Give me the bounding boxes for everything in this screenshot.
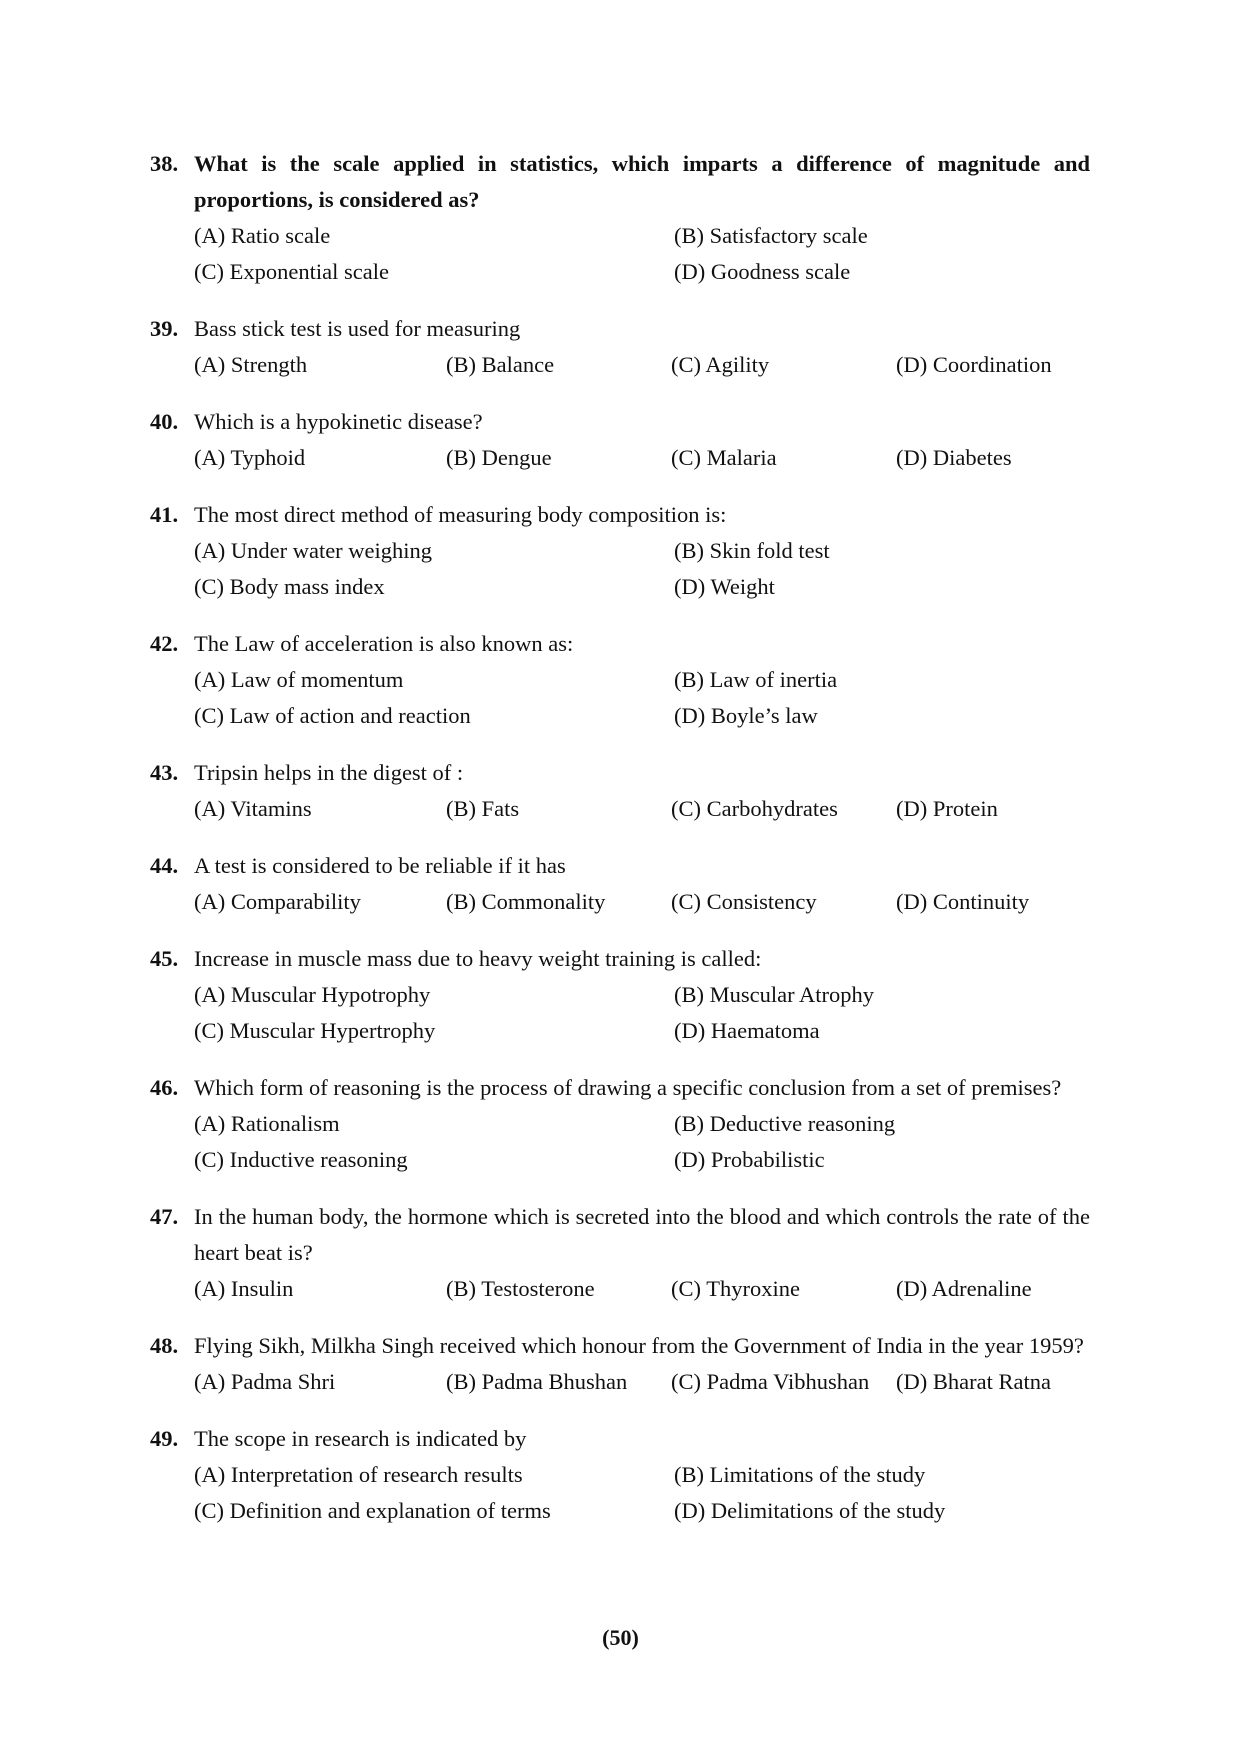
question-stem [150, 404, 1090, 440]
question-stem [150, 626, 1090, 662]
question-item [150, 1328, 1090, 1400]
question-text: The most direct method of measuring body composition is: [194, 502, 727, 527]
answer-option: (C) Definition and explanation of terms [194, 1498, 551, 1523]
question-stem [150, 1328, 1090, 1364]
answer-option: (D) Coordination [896, 352, 1052, 377]
answer-option: (D) Goodness scale [674, 259, 851, 284]
answer-option: (B) Commonality [446, 889, 606, 914]
answer-option: (A) Vitamins [194, 796, 312, 821]
answer-option: (D) Haematoma [674, 1018, 820, 1043]
answer-option: (A) Interpretation of research results [194, 1462, 523, 1487]
question-stem [150, 941, 1090, 977]
answer-option: (B) Padma Bhushan [446, 1369, 628, 1394]
answer-options [150, 1271, 1090, 1307]
answer-option: (A) Padma Shri [194, 1369, 336, 1394]
answer-option: (B) Skin fold test [674, 538, 830, 563]
answer-option: (B) Law of inertia [674, 667, 838, 692]
answer-option: (C) Padma Vibhushan [671, 1369, 870, 1394]
answer-option: (D) Weight [674, 574, 775, 599]
question-stem [150, 755, 1090, 791]
answer-option: (C) Body mass index [194, 574, 385, 599]
question-item [150, 755, 1090, 827]
question-text: A test is considered to be reliable if it has [194, 853, 566, 878]
answer-option: (A) Comparability [194, 889, 361, 914]
question-list [150, 146, 1090, 1550]
question-item [150, 1421, 1090, 1529]
answer-options [150, 1364, 1090, 1400]
answer-option: (C) Carbohydrates [671, 796, 838, 821]
question-stem [150, 848, 1090, 884]
question-number: 43. [150, 760, 179, 785]
answer-option: (A) Rationalism [194, 1111, 340, 1136]
answer-option: (A) Ratio scale [194, 223, 331, 248]
question-text: Increase in muscle mass due to heavy weight training is called: [194, 946, 762, 971]
question-number: 45. [150, 946, 179, 971]
answer-options [150, 440, 1090, 476]
answer-option: (A) Under water weighing [194, 538, 433, 563]
answer-option: (A) Law of momentum [194, 667, 404, 692]
question-item [150, 146, 1090, 290]
answer-option: (D) Continuity [896, 889, 1030, 914]
answer-options [150, 1106, 1090, 1178]
question-text: The scope in research is indicated by [194, 1426, 527, 1451]
answer-option: (A) Insulin [194, 1276, 294, 1301]
answer-option: (B) Testosterone [446, 1276, 595, 1301]
answer-option: (C) Malaria [671, 445, 777, 470]
question-stem [150, 497, 1090, 533]
question-text: Which is a hypokinetic disease? [194, 409, 483, 434]
question-number: 42. [150, 631, 179, 656]
answer-option: (D) Adrenaline [896, 1276, 1032, 1301]
answer-option: (B) Fats [446, 796, 520, 821]
answer-option: (C) Muscular Hypertrophy [194, 1018, 436, 1043]
question-number: 41. [150, 502, 179, 527]
answer-option: (D) Probabilistic [674, 1147, 825, 1172]
answer-option: (C) Law of action and reaction [194, 703, 471, 728]
answer-option: (C) Exponential scale [194, 259, 389, 284]
question-stem [150, 1199, 1090, 1271]
question-text: Flying Sikh, Milkha Singh received which honour from the Government of India in the year 1959? [194, 1333, 1084, 1358]
question-item [150, 626, 1090, 734]
answer-options [150, 791, 1090, 827]
answer-options [150, 884, 1090, 920]
answer-option: (C) Consistency [671, 889, 817, 914]
question-stem [150, 1070, 1090, 1106]
question-text: Bass stick test is used for measuring [194, 316, 521, 341]
answer-option: (D) Bharat Ratna [896, 1369, 1051, 1394]
question-stem [150, 311, 1090, 347]
answer-option: (D) Delimitations of the study [674, 1498, 946, 1523]
answer-option: (C) Agility [671, 352, 770, 377]
answer-option: (D) Diabetes [896, 445, 1012, 470]
answer-options [150, 533, 1090, 605]
question-item [150, 941, 1090, 1049]
question-item [150, 311, 1090, 383]
question-text: Tripsin helps in the digest of : [194, 760, 464, 785]
answer-option: (B) Dengue [446, 445, 552, 470]
answer-options [150, 218, 1090, 290]
answer-option: (C) Inductive reasoning [194, 1147, 408, 1172]
answer-option: (A) Typhoid [194, 445, 306, 470]
question-number: 39. [150, 316, 179, 341]
answer-option: (B) Satisfactory scale [674, 223, 868, 248]
question-text: The Law of acceleration is also known as: [194, 631, 574, 656]
answer-options [150, 977, 1090, 1049]
answer-options [150, 347, 1090, 383]
question-item [150, 1070, 1090, 1178]
answer-option: (B) Limitations of the study [674, 1462, 926, 1487]
question-number: 49. [150, 1426, 179, 1451]
answer-option: (B) Balance [446, 352, 555, 377]
answer-options [150, 1457, 1090, 1529]
question-text: What is the scale applied in statistics, which imparts a difference of magnitude and proportions, is considered as? [194, 151, 1090, 212]
question-stem [150, 1421, 1090, 1457]
answer-option: (A) Strength [194, 352, 308, 377]
answer-option: (A) Muscular Hypotrophy [194, 982, 431, 1007]
question-number: 48. [150, 1333, 179, 1358]
question-stem [150, 146, 1090, 218]
answer-options [150, 662, 1090, 734]
question-number: 47. [150, 1204, 179, 1229]
answer-option: (B) Deductive reasoning [674, 1111, 896, 1136]
question-item [150, 848, 1090, 920]
answer-option: (C) Thyroxine [671, 1276, 800, 1301]
question-number: 46. [150, 1075, 179, 1100]
question-number: 40. [150, 409, 179, 434]
question-text: Which form of reasoning is the process of drawing a specific conclusion from a set of premises? [194, 1075, 1062, 1100]
question-text: In the human body, the hormone which is secreted into the blood and which controls the rate of the heart beat is? [194, 1204, 1090, 1265]
question-item [150, 497, 1090, 605]
question-number: 38. [150, 151, 179, 176]
question-number: 44. [150, 853, 179, 878]
question-item [150, 1199, 1090, 1307]
question-item [150, 404, 1090, 476]
answer-option: (D) Boyle’s law [674, 703, 818, 728]
answer-option: (D) Protein [896, 796, 998, 821]
page-number: (50) [602, 1625, 639, 1650]
answer-option: (B) Muscular Atrophy [674, 982, 874, 1007]
